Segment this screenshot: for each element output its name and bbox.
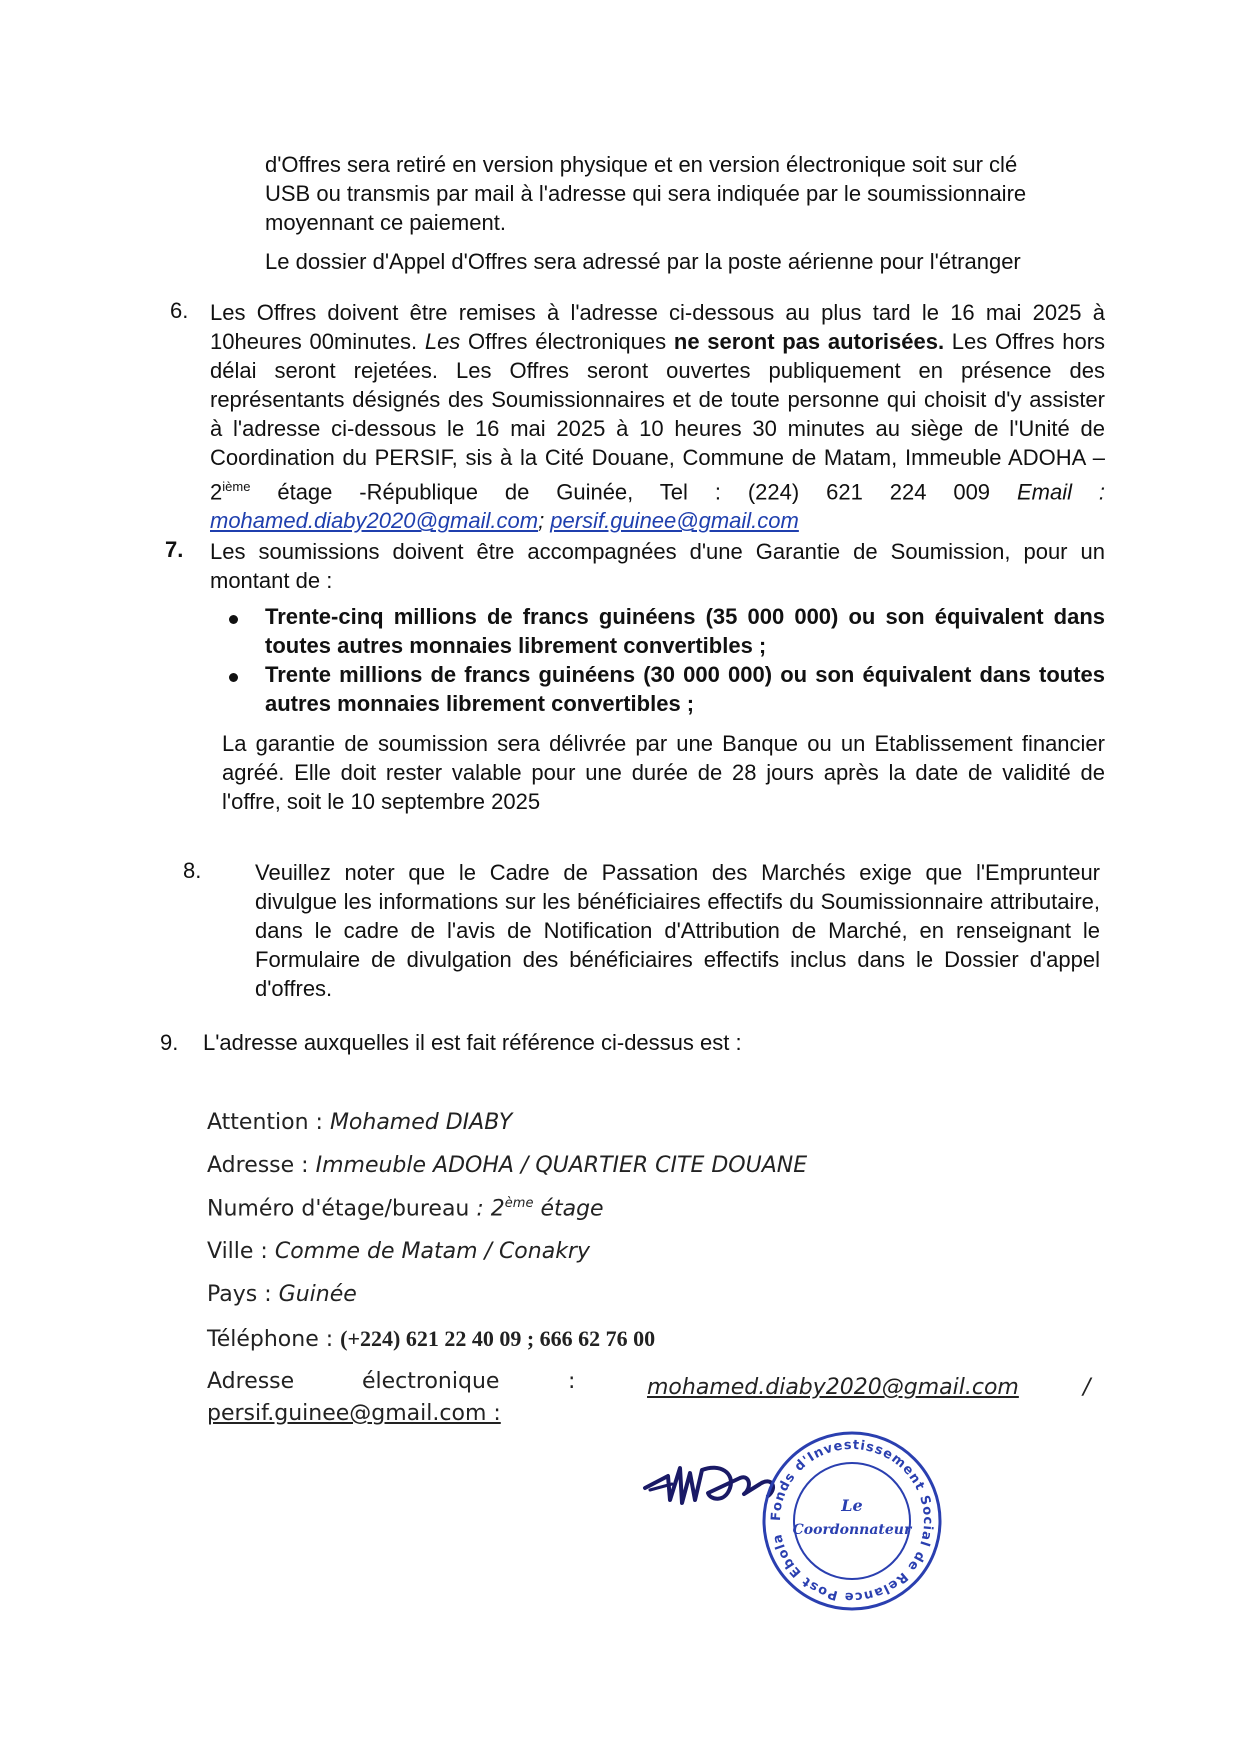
item-6-text-b: Offres électroniques (460, 329, 674, 354)
intro-line-2: USB ou transmis par mail à l'adresse qui sera indiquée par le soumissionnaire (265, 181, 1027, 206)
item-9-number: 9. (160, 1030, 179, 1055)
item-6-text-d: étage -République de Guinée, Tel : (224) 621 224 009 (250, 479, 1017, 505)
address-street (207, 1153, 807, 1178)
bullet-dot-2 (229, 673, 238, 682)
item-6-superscript: ième (222, 479, 251, 494)
stamp-center-line-1: Le (841, 1496, 863, 1515)
official-stamp (757, 1426, 947, 1616)
bullet-item-1: Trente-cinq millions de francs guinéens (35 000 000) ou son équivalent dans toutes autres monnaies librement convertibles ; (265, 604, 1105, 658)
attention-label: Attention : (207, 1110, 330, 1135)
pays-label: Pays : (207, 1282, 279, 1307)
email-label-2: électronique (362, 1369, 500, 1394)
tel-value: (+224) 621 22 40 09 ; 666 62 76 00 (340, 1326, 656, 1351)
intro-line-3: moyennant ce paiement. (265, 210, 506, 235)
item-7-number: 7. (165, 537, 184, 562)
ville-value: Comme de Matam / Conakry (274, 1239, 590, 1264)
etage-value-post: étage (533, 1196, 604, 1222)
item-6-email-label: Email : (1016, 479, 1105, 505)
intro-line-4: Le dossier d'Appel d'Offres sera adressé par la poste aérienne pour l'étranger (265, 249, 1021, 274)
item-6-email-link-2[interactable]: persif.guinee@gmail.com (550, 508, 799, 534)
bullet-item-2: Trente millions de francs guinéens (30 000 000) ou son équivalent dans toutes autres monnaies librement convertibles ; (265, 662, 1105, 716)
pays-value: Guinée (278, 1282, 357, 1307)
bullet-dot-1 (229, 615, 238, 624)
email-slash: / (1083, 1375, 1091, 1400)
item-8-paragraph: Veuillez noter que le Cadre de Passation des Marchés exige que l'Emprunteur divulgue les informations sur les bénéficiaires effectifs du Soumissionnaire attributaire, dans le cadre de l'avis de Notification d'Attribution de Marché, en renseignant le Formulaire de divulgation des bénéficiaires effectifs inclus dans le Dossier d'appel d'offres. (255, 860, 1100, 1001)
item-6-number: 6. (170, 298, 189, 323)
address-country (207, 1282, 357, 1307)
etage-label: Numéro d'étage/bureau (207, 1196, 477, 1222)
stamp-ring-text: Fonds d'Investissement Social de Relance Post Ebola (768, 1437, 936, 1605)
item-9-text: L'adresse auxquelles il est fait référence ci-dessus est : (203, 1030, 742, 1055)
tel-label: Téléphone : (207, 1327, 341, 1352)
etage-value-pre: : 2 (476, 1196, 505, 1222)
adresse-label: Adresse : (207, 1153, 316, 1178)
item-6-text-bold: ne seront pas autorisées. (673, 329, 945, 354)
item-6-text-a: Les Offres doivent être remises à l'adresse ci-dessous au plus tard le 16 mai 2025 à 10heures 00minutes. (210, 300, 1105, 354)
adresse-value: Immeuble ADOHA / QUARTIER CITE DOUANE (315, 1153, 808, 1178)
item-6-email-link-1[interactable]: mohamed.diaby2020@gmail.com (210, 508, 539, 534)
email-colon: : (568, 1369, 576, 1394)
item-6-text-italic: Les (424, 329, 461, 354)
item-6-paragraph (210, 298, 1105, 535)
item-7-paragraph: Les soumissions doivent être accompagnées d'une Garantie de Soumission, pour un montant de : (210, 539, 1105, 593)
stamp-center-line-2: Coordonnateur (792, 1522, 912, 1538)
intro-line-1: d'Offres sera retiré en version physique et en version électronique soit sur clé (265, 152, 1018, 177)
etage-superscript: ème (504, 1196, 534, 1211)
address-email-link-1[interactable]: mohamed.diaby2020@gmail.com (647, 1375, 1019, 1400)
ville-label: Ville : (207, 1239, 275, 1264)
item-6-text-c: Les Offres hors délai seront rejetées. Les Offres seront ouvertes publiquement en présence des représentants désignés des Soumissionnaires et de toute personne qui choisit d'y assister à l'adresse ci-dessous le 16 mai 2025 à 10 heures 30 minutes au siège de l'Unité de Coordination du PERSIF, sis à la Cité Douane, Commune de Matam, Immeuble ADOHA – 2 (210, 329, 1106, 505)
address-floor (207, 1196, 604, 1221)
address-phone (207, 1326, 655, 1352)
address-attention (207, 1110, 512, 1135)
address-city (207, 1239, 590, 1264)
email-label-1: Adresse (207, 1369, 295, 1394)
attention-value: Mohamed DIABY (329, 1110, 513, 1135)
address-email-link-2[interactable]: persif.guinee@gmail.com : (207, 1401, 501, 1426)
item-6-email-separator: ; (538, 508, 551, 534)
item-8-number: 8. (183, 858, 202, 883)
item-7-guarantee-paragraph: La garantie de soumission sera délivrée par une Banque ou un Etablissement financier agréé. Elle doit rester valable pour une durée de 28 jours après la date de validité de l'offre, soit le 10 septembre 2025 (222, 731, 1105, 814)
